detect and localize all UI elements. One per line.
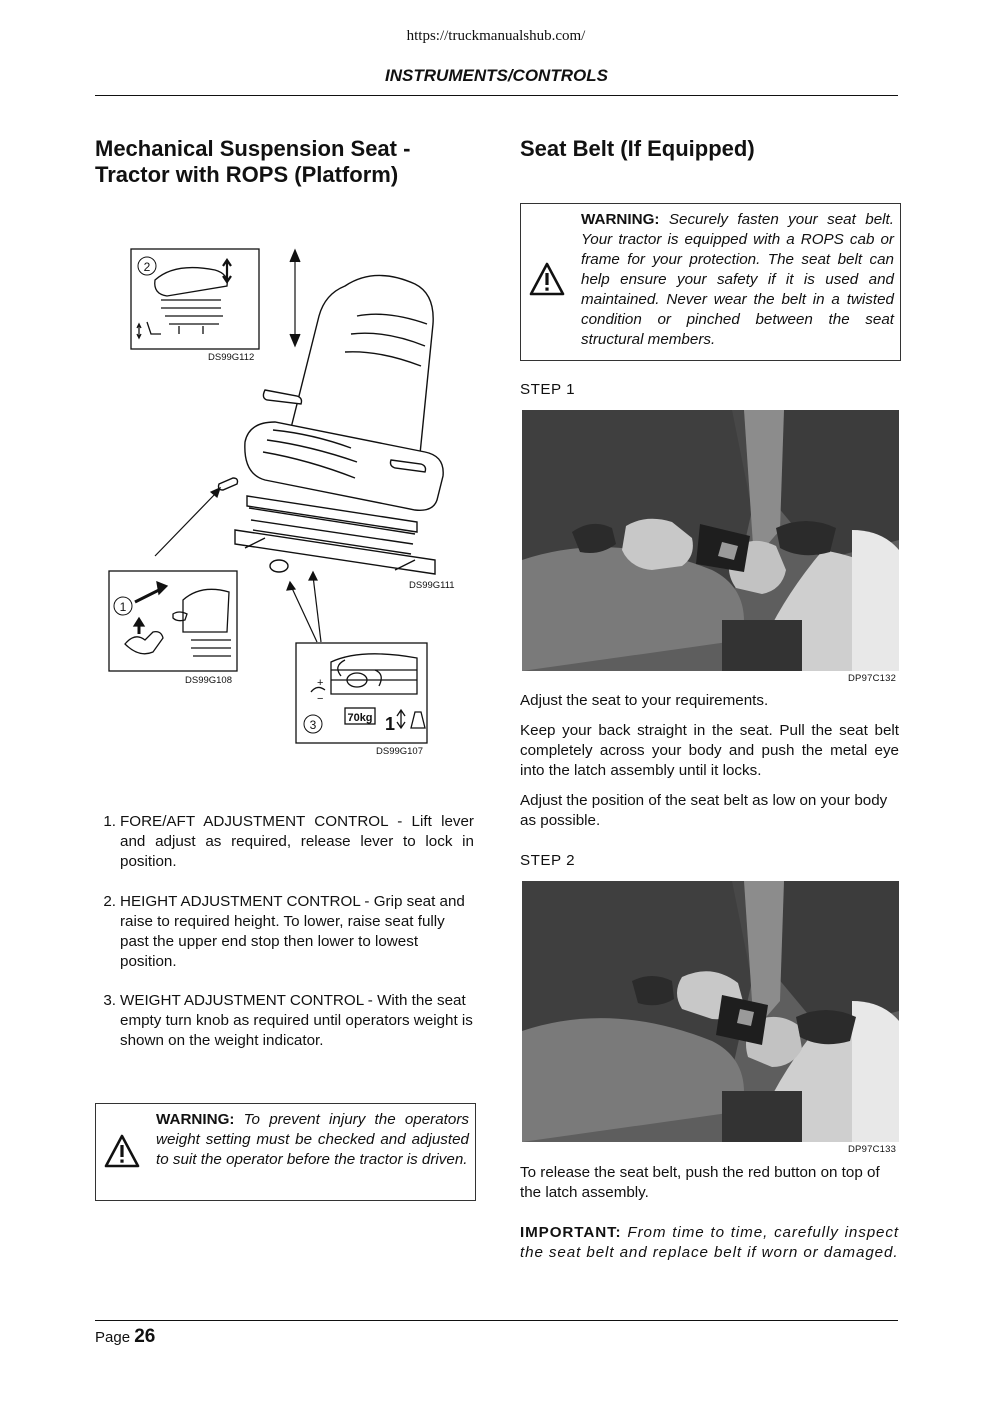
caption-ds99g112: DS99G112 [208, 352, 255, 363]
step1-label: STEP 1 [520, 381, 576, 398]
section-title: INSTRUMENTS/CONTROLS [385, 66, 608, 85]
svg-text:−: − [317, 693, 324, 705]
step2-photo-caption: DP97C133 [848, 1144, 897, 1155]
source-url: https://truckmanualshub.com/ [406, 28, 586, 44]
warning-triangle-icon [104, 1134, 140, 1168]
step1-photo-caption: DP97C132 [848, 673, 897, 684]
callout-1-label: 1 [119, 600, 127, 614]
list-item: 1. FORE/AFT ADJUSTMENT CONTROL - Lift lever and adjust as required, release lever to lock in position. [103, 813, 474, 870]
caption-ds99g107: DS99G107 [376, 746, 424, 757]
warning-message: To prevent injury the operators weight setting must be checked and adjusted to suit the operator before the tractor is driven. [156, 1111, 469, 1168]
seatbelt-warning-text [581, 210, 894, 350]
seat-adjustment-illustration [95, 230, 485, 770]
step2-photo [522, 881, 899, 1142]
left-heading-line2: Tractor with ROPS (Platform) [95, 162, 399, 187]
step2-paragraph: To release the seat belt, push the red button on top of the latch assembly. [520, 1164, 880, 1201]
footer-rule [95, 1320, 898, 1321]
weight-warning-text [156, 1110, 469, 1170]
important-label: IMPORTANT: [520, 1224, 622, 1241]
adjustment-list [94, 812, 474, 1071]
step2-label: STEP 2 [520, 852, 576, 869]
warning-triangle-icon [529, 262, 565, 296]
warning-label: WARNING: [156, 1111, 235, 1128]
right-heading: Seat Belt (If Equipped) [520, 136, 755, 161]
list-item: 2. HEIGHT ADJUSTMENT CONTROL - Grip seat and raise to required height. To lower, raise seat fully past the upper end stop then lower to lowest position. [103, 893, 465, 970]
caption-ds99g108: DS99G108 [185, 675, 233, 686]
seatbelt-warning-box [520, 203, 901, 361]
callout-2-label: 2 [143, 260, 151, 274]
step1-paragraph-1: Adjust the seat to your requirements. [520, 692, 769, 709]
caption-ds99g111: DS99G111 [409, 580, 455, 591]
important-text: From time to time, carefully inspect the seat belt and replace belt if worn or damaged. [520, 1224, 900, 1261]
step1-photo [522, 410, 899, 671]
seat-drawing [219, 275, 444, 574]
step1-paragraph-2: Keep your back straight in the seat. Pull the seat belt completely across your body and push the metal eye into the latch assembly until it locks. [520, 722, 899, 779]
svg-text:+: + [317, 677, 324, 689]
warning-label: WARNING: [581, 211, 660, 228]
left-heading-line1: Mechanical Suspension Seat - [95, 136, 411, 161]
weight-warning-box [95, 1103, 476, 1201]
svg-text:1: 1 [385, 714, 396, 734]
page-number [95, 1326, 155, 1348]
warning-message: Securely fasten your seat belt. Your tractor is equipped with a ROPS cab or frame for your protection. The seat belt can help ensure your safety if it is used and maintained. Never wear the belt in a twisted condition or pinched between the seat structural members. [581, 211, 894, 348]
page-label: Page [95, 1329, 131, 1346]
callout-3-label: 3 [309, 718, 317, 732]
step1-paragraph-3: Adjust the position of the seat belt as low on your body as possible. [520, 792, 888, 829]
header-rule [95, 95, 898, 96]
list-item: 3. WEIGHT ADJUSTMENT CONTROL - With the seat empty turn knob as required until operators weight is shown on the weight indicator. [103, 992, 473, 1049]
important-note [520, 1223, 899, 1263]
page-number-value: 26 [134, 1326, 156, 1347]
weight-indicator-label: 70kg [347, 712, 373, 724]
left-heading [95, 136, 475, 188]
